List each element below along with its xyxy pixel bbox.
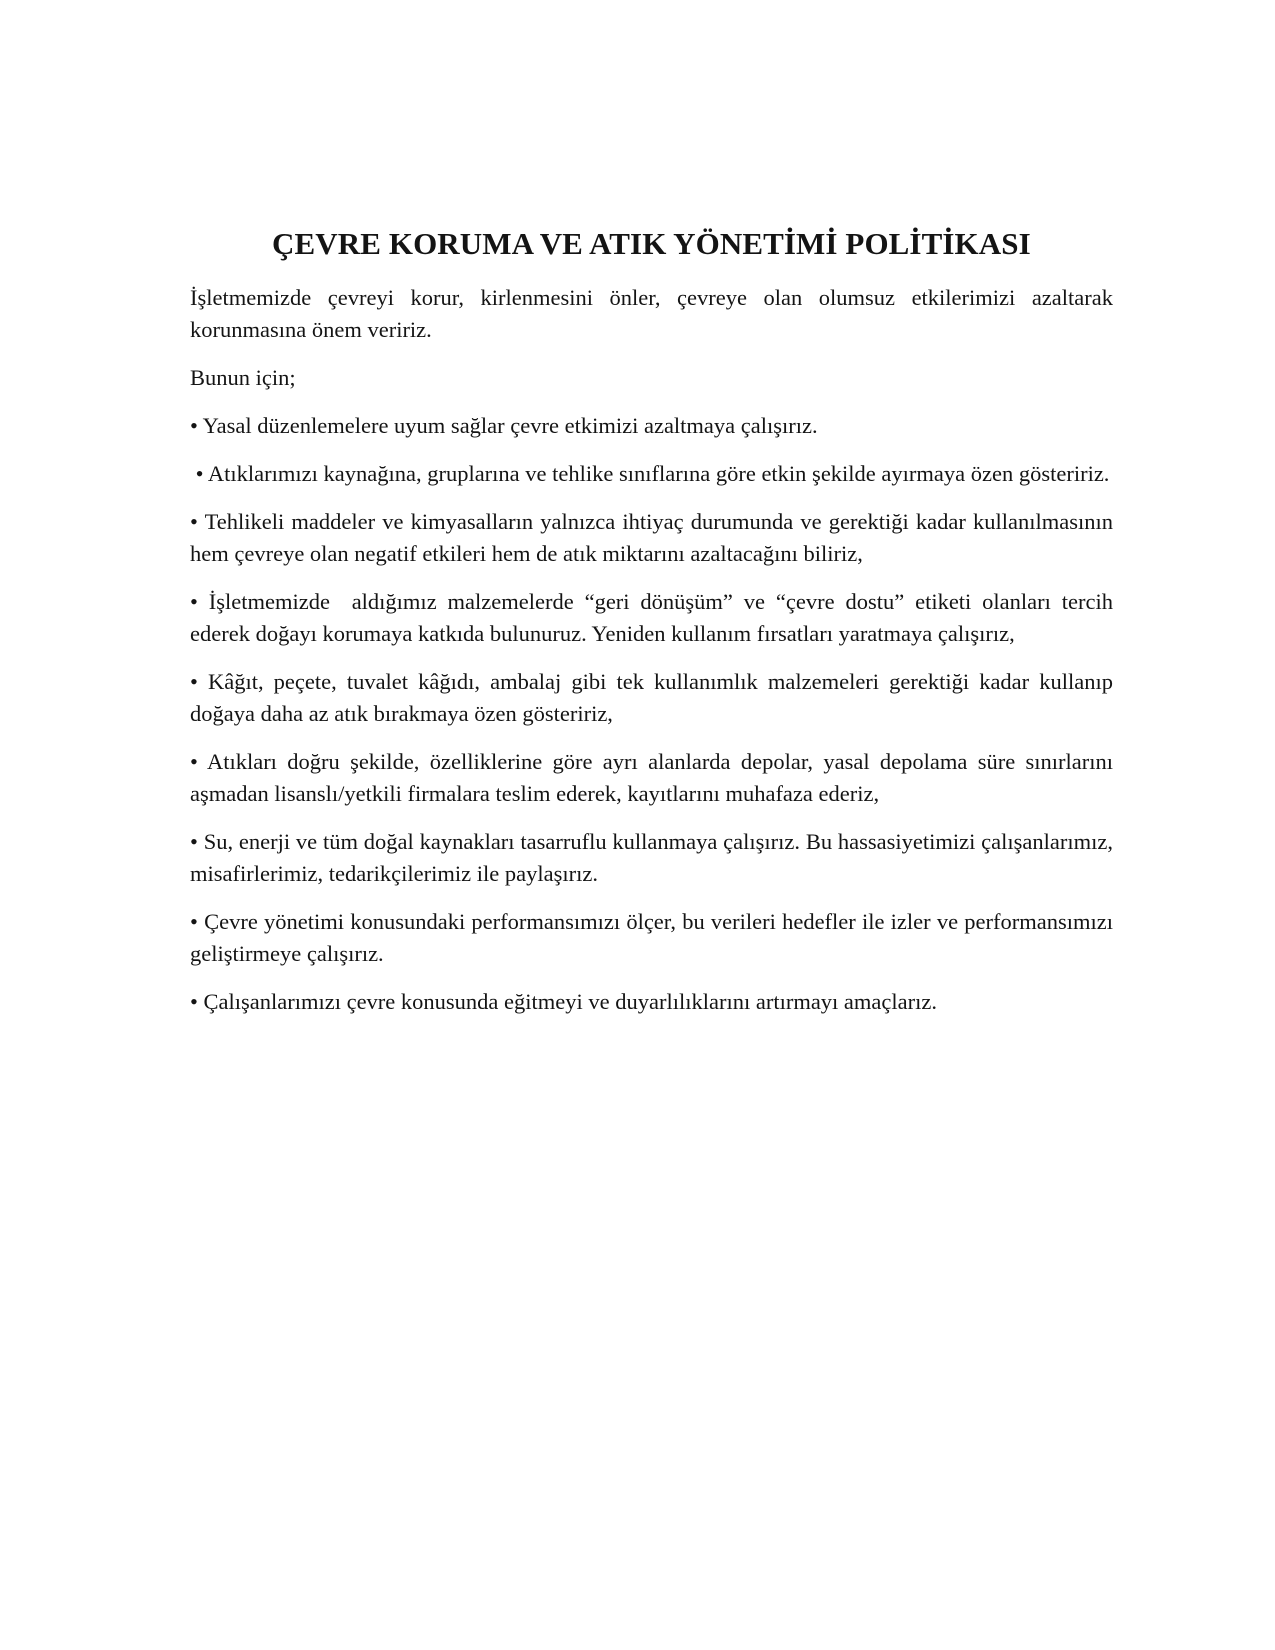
policy-item: • İşletmemizde aldığımız malzemelerde “geri dönüşüm” ve “çevre dostu” etiketi olanları tercih ederek doğayı korumaya katkıda bulunuruz. Yeniden kullanım fırsatları yaratmaya çalışırız, <box>190 589 1119 647</box>
policy-item: • Atıklarımızı kaynağına, gruplarına ve tehlike sınıflarına göre etkin şekilde ayırmaya özen gösteririz. <box>190 461 1110 487</box>
intro-paragraph: İşletmemizde çevreyi korur, kirlenmesini önler, çevreye olan olumsuz etkilerimizi azaltarak korunmasına önem veririz. <box>190 285 1113 343</box>
policy-item: • Su, enerji ve tüm doğal kaynakları tasarruflu kullanmaya çalışırız. Bu hassasiyetimizi çalışanlarımız, misafirlerimiz, tedarikçilerimiz ile paylaşırız. <box>190 829 1113 887</box>
policy-item: • Çalışanlarımızı çevre konusunda eğitmeyi ve duyarlılıklarını artırmayı amaçlarız. <box>190 989 937 1015</box>
policy-item: • Yasal düzenlemelere uyum sağlar çevre etkimizi azaltmaya çalışırız. <box>190 413 818 439</box>
document-title: ÇEVRE KORUMA VE ATIK YÖNETİMİ POLİTİKASI <box>272 226 1031 261</box>
policy-item: • Atıkları doğru şekilde, özelliklerine göre ayrı alanlarda depolar, yasal depolama süre sınırlarını aşmadan lisanslı/yetkili firmalara teslim ederek, kayıtlarını muhafaza ederiz, <box>190 749 1113 807</box>
policy-item: • Kâğıt, peçete, tuvalet kâğıdı, ambalaj gibi tek kullanımlık malzemeleri gerektiği kadar kullanıp doğaya daha az atık bırakmaya özen gösteririz, <box>190 669 1113 727</box>
policy-item: • Çevre yönetimi konusundaki performansımızı ölçer, bu verileri hedefler ile izler ve performansımızı geliştirmeye çalışırız. <box>190 909 1113 967</box>
document-body <box>190 225 1119 1034</box>
policy-item: • Tehlikeli maddeler ve kimyasalların yalnızca ihtiyaç durumunda ve gerektiği kadar kullanılmasının hem çevreye olan negatif etkileri hem de atık miktarını azaltacağını biliriz, <box>190 509 1113 567</box>
lead-text: Bunun için; <box>190 365 296 391</box>
